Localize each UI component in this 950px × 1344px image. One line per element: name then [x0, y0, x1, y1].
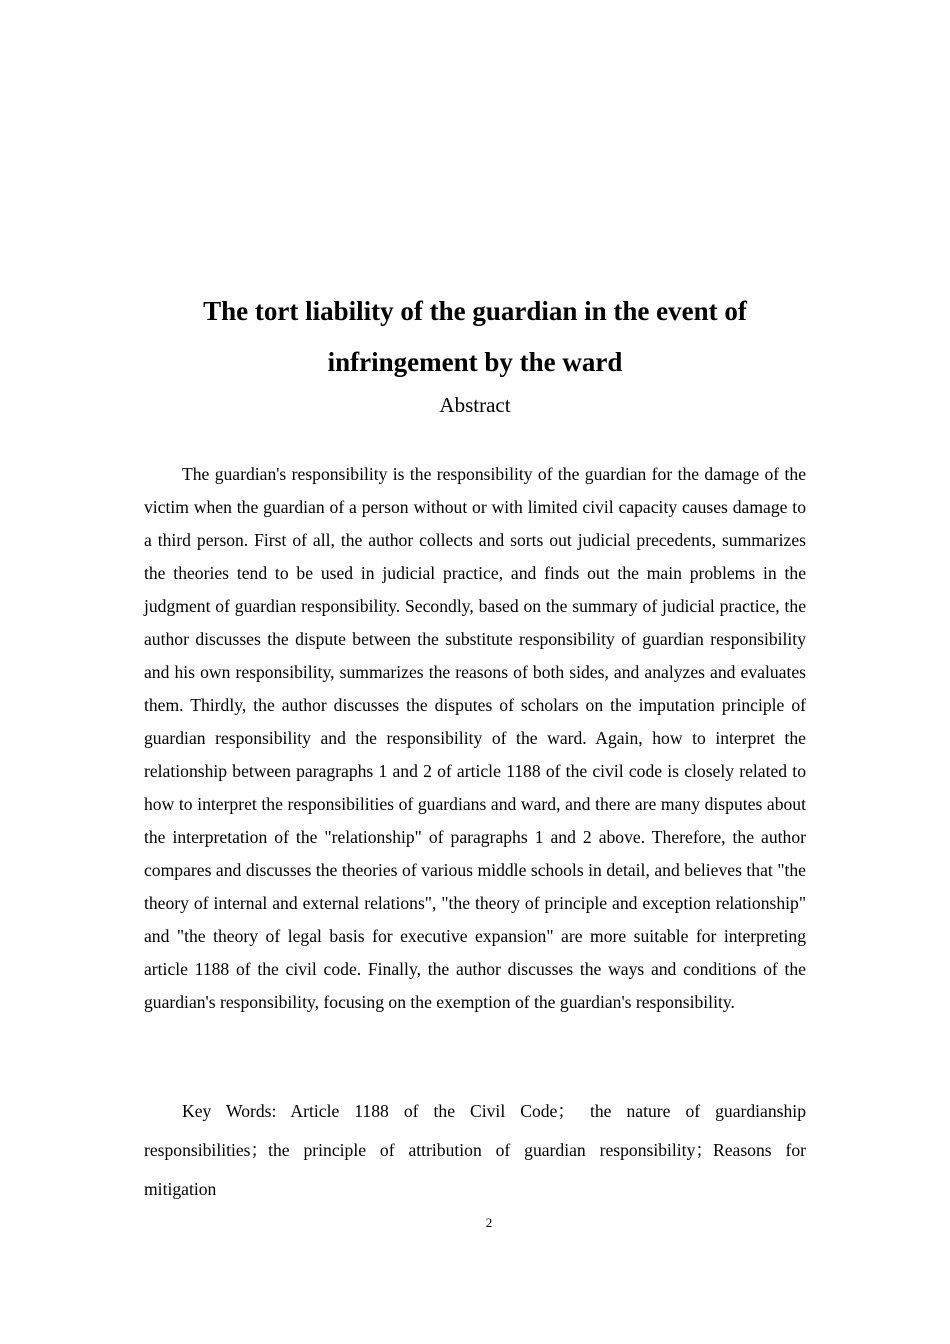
page-number: 2	[485, 1215, 493, 1230]
document-title: The tort liability of the guardian in the event of infringement by the ward	[203, 296, 747, 377]
abstract-paragraph: The guardian's responsibility is the responsibility of the guardian for the damage of the victim when the guardian of a person without or with limited civil capacity causes damage to a third person. First of all, the author collects and sorts out judicial precedents, summarizes the theories tend to be used in judicial practice, and finds out the main problems in the judgment of guardian responsibility. Secondly, based on the summary of judicial practice, the author discusses the dispute between the substitute responsibility of guardian responsibility and his own responsibility, summarizes the reasons of both sides, and analyzes and evaluates them. Thirdly, the author discusses the disputes of scholars on the imputation principle of guardian responsibility and the responsibility of the ward. Again, how to interpret the relationship between paragraphs 1 and 2 of article 1188 of the civil code is closely related to how to interpret the responsibilities of guardians and ward, and there are many disputes about the interpretation of the "relationship" of paragraphs 1 and 2 above. Therefore, the author compares and discusses the theories of various middle schools in detail, and believes that "the theory of internal and external relations", "the theory of principle and exception relationship" and "the theory of legal basis for executive expansion" are more suitable for interpreting article 1188 of the civil code. Finally, the author discusses the ways and conditions of the guardian's responsibility, focusing on the exemption of the guardian's responsibility.	[144, 464, 806, 1012]
abstract-heading: Abstract	[439, 393, 511, 417]
keywords-paragraph: Key Words: Article 1188 of the Civil Code； the nature of guardianship responsibilities；the principle of attribution of guardian responsibility；Reasons for mitigation	[144, 1101, 806, 1199]
